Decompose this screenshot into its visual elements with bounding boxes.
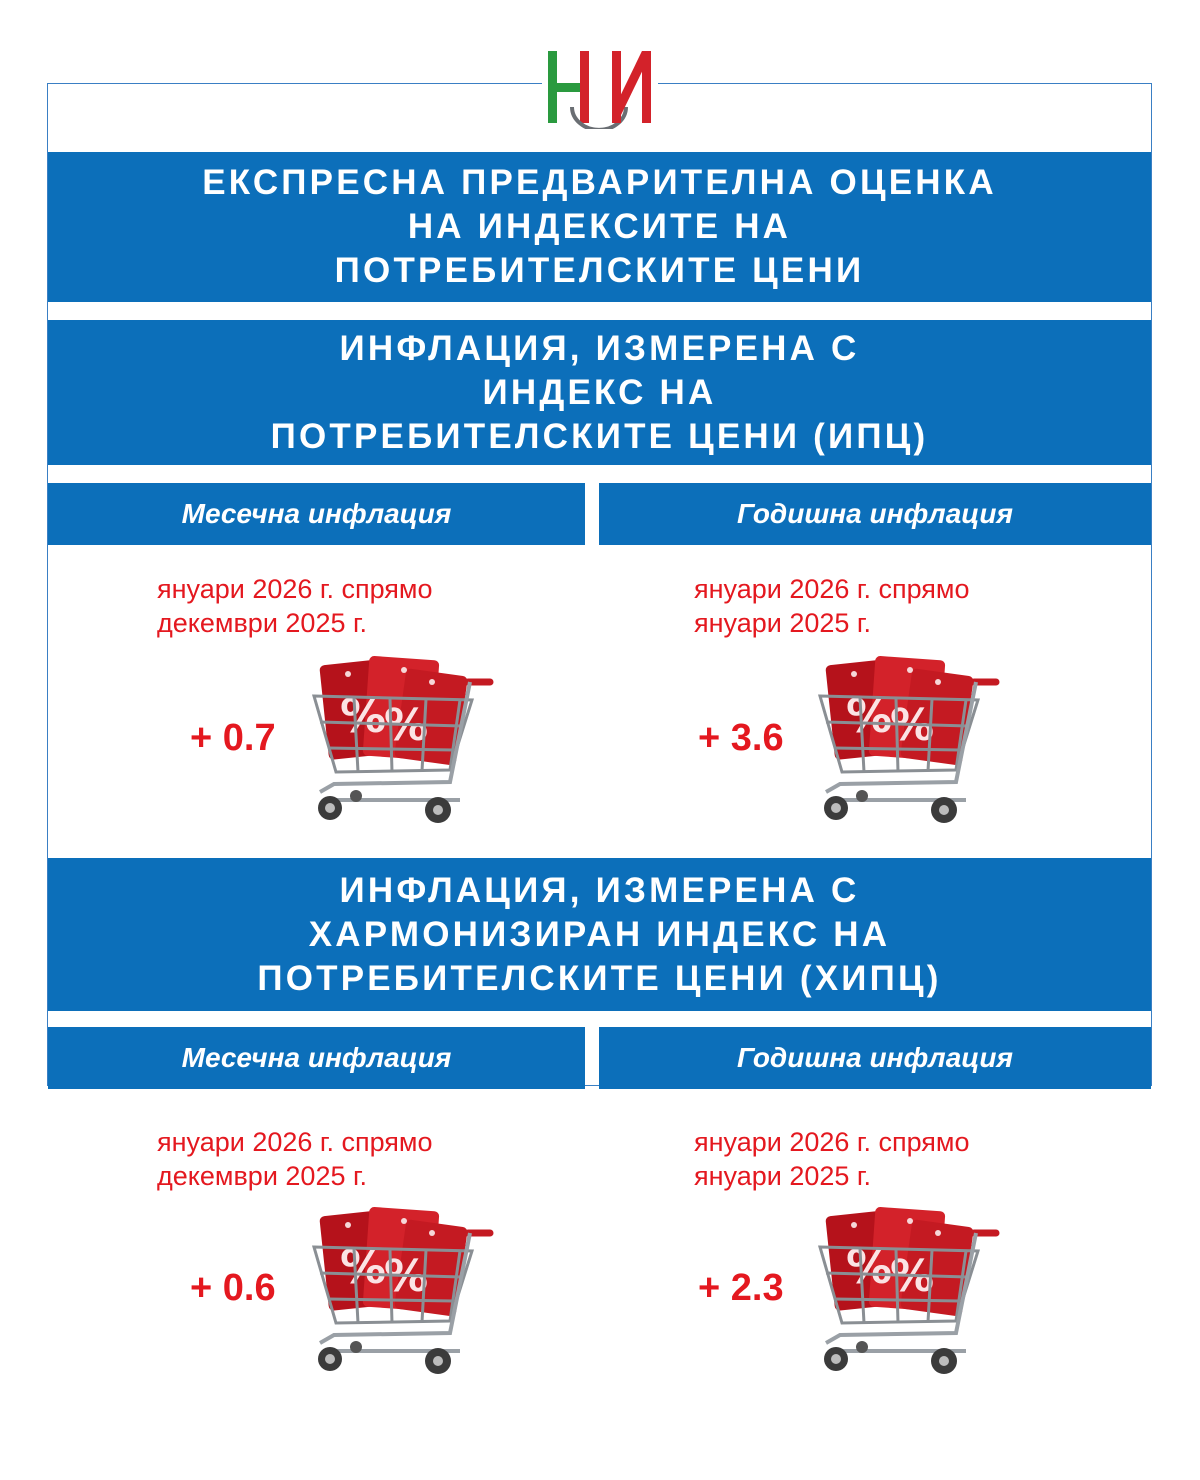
hicp-annual-period: януари 2026 г. спрямо януари 2025 г. (694, 1127, 970, 1191)
shopping-cart-percent-icon (300, 652, 505, 827)
cpi-annual-period: януари 2026 г. спрямо януари 2025 г. (694, 574, 970, 638)
hicp-annual-value: + 2.3 (698, 1267, 784, 1309)
cpi-monthly-header: Месечна инфлация (48, 483, 585, 545)
nsi-logo-icon (542, 45, 658, 129)
hicp-annual-header: Годишна инфлация (599, 1027, 1151, 1089)
cpi-heading: ИНФЛАЦИЯ, ИЗМЕРЕНА С ИНДЕКС НА ПОТРЕБИТЕЛСКИТЕ ЦЕНИ (ИПЦ) (270, 328, 929, 456)
shopping-cart-percent-icon (806, 1203, 1011, 1378)
cpi-monthly-period: януари 2026 г. спрямо декември 2025 г. (157, 574, 433, 638)
cpi-annual-value: + 3.6 (698, 717, 784, 759)
cpi-monthly-value: + 0.7 (190, 717, 276, 759)
shopping-cart-percent-icon (300, 1203, 505, 1378)
hicp-heading-banner (48, 858, 1151, 1011)
cpi-annual-header: Годишна инфлация (599, 483, 1151, 545)
hicp-monthly-period: януари 2026 г. спрямо декември 2025 г. (157, 1127, 433, 1191)
hicp-heading: ИНФЛАЦИЯ, ИЗМЕРЕНА С ХАРМОНИЗИРАН ИНДЕКС НА ПОТРЕБИТЕЛСКИТЕ ЦЕНИ (ХИПЦ) (257, 870, 942, 998)
shopping-cart-percent-icon (806, 652, 1011, 827)
main-title-banner (48, 152, 1151, 302)
main-title: ЕКСПРЕСНА ПРЕДВАРИТЕЛНА ОЦЕНКА НА ИНДЕКСИТЕ НА ПОТРЕБИТЕЛСКИТЕ ЦЕНИ (202, 163, 997, 290)
hicp-monthly-header: Месечна инфлация (48, 1027, 585, 1089)
hicp-monthly-value: + 0.6 (190, 1267, 276, 1309)
cpi-heading-banner (48, 320, 1151, 465)
